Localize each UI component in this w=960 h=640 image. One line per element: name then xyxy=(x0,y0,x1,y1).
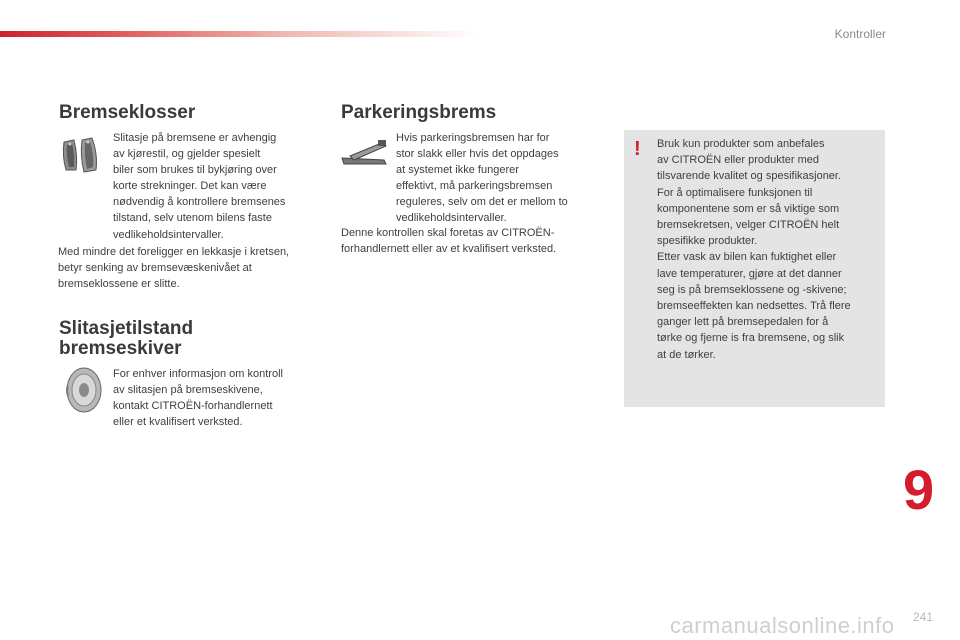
brake-pads-icon xyxy=(58,132,104,178)
brake-discs-heading-line1: Slitasjetilstand xyxy=(59,318,194,339)
parking-brake-body: Denne kontrollen skal foretas av CITROËN- forhandlernett eller av et kvalifisert verksted. xyxy=(341,227,557,256)
section-title: Kontroller xyxy=(834,27,886,41)
brake-pads-intro: Slitasje på bremsene er avhengig av kjørestil, og gjelder spesielt biler som brukes til bykjøring over korte strekninger. Det kan være nødvendig å kontrollere bremsenes tilstand, selv utenom bilens faste vedlikeholdsintervaller. xyxy=(113,132,286,241)
brake-pads-heading: Bremseklosser xyxy=(59,102,196,123)
brake-discs-heading-line2: bremseskiver xyxy=(59,338,182,359)
warning-note-box xyxy=(624,130,885,407)
parking-brake-lever-icon xyxy=(340,138,390,170)
brake-pads-body: Med mindre det foreligger en lekkasje i kretsen, betyr senking av bremsevæskenivået at bremseklossene er slitte. xyxy=(58,246,290,291)
parking-brake-heading: Parkeringsbrems xyxy=(341,102,497,123)
page-number: 241 xyxy=(913,610,934,624)
warning-text: Bruk kun produkter som anbefales av CITROËN eller produkter med tilsvarende kvalitet og spesifikasjoner. For å optimalisere funksjonen til komponentene som er så viktige som bremsekretsen, velger CITROËN helt spesifikke produkter. Etter vask av bilen kan fuktighet eller lave temperaturer, gjøre at det danner seg is på bremseklossene og -skivene; bremseeffekten kan nedsettes. Trå flere ganger lett på bremsepedalen for å tørke og fjerne is fra bremsene, og slik at de tørker. xyxy=(657,138,851,361)
parking-brake-intro: Hvis parkeringsbremsen har for stor slakk eller hvis det oppdages at systemet ikke fungerer effektivt, må parkeringsbremsen reguleres, selv om det er mellom to vedlikeholdsintervaller. xyxy=(396,132,568,225)
brake-disc-icon xyxy=(62,366,104,414)
chapter-number: 9 xyxy=(903,458,935,521)
brake-discs-text: For enhver informasjon om kontroll av slitasjen på bremseskivene, kontakt CITROËN-forhandlernett eller et kvalifisert verksted. xyxy=(113,368,283,429)
watermark: carmanualsonline.info xyxy=(670,613,895,638)
header-accent-bar xyxy=(0,31,480,37)
exclamation-icon: ! xyxy=(634,138,641,160)
